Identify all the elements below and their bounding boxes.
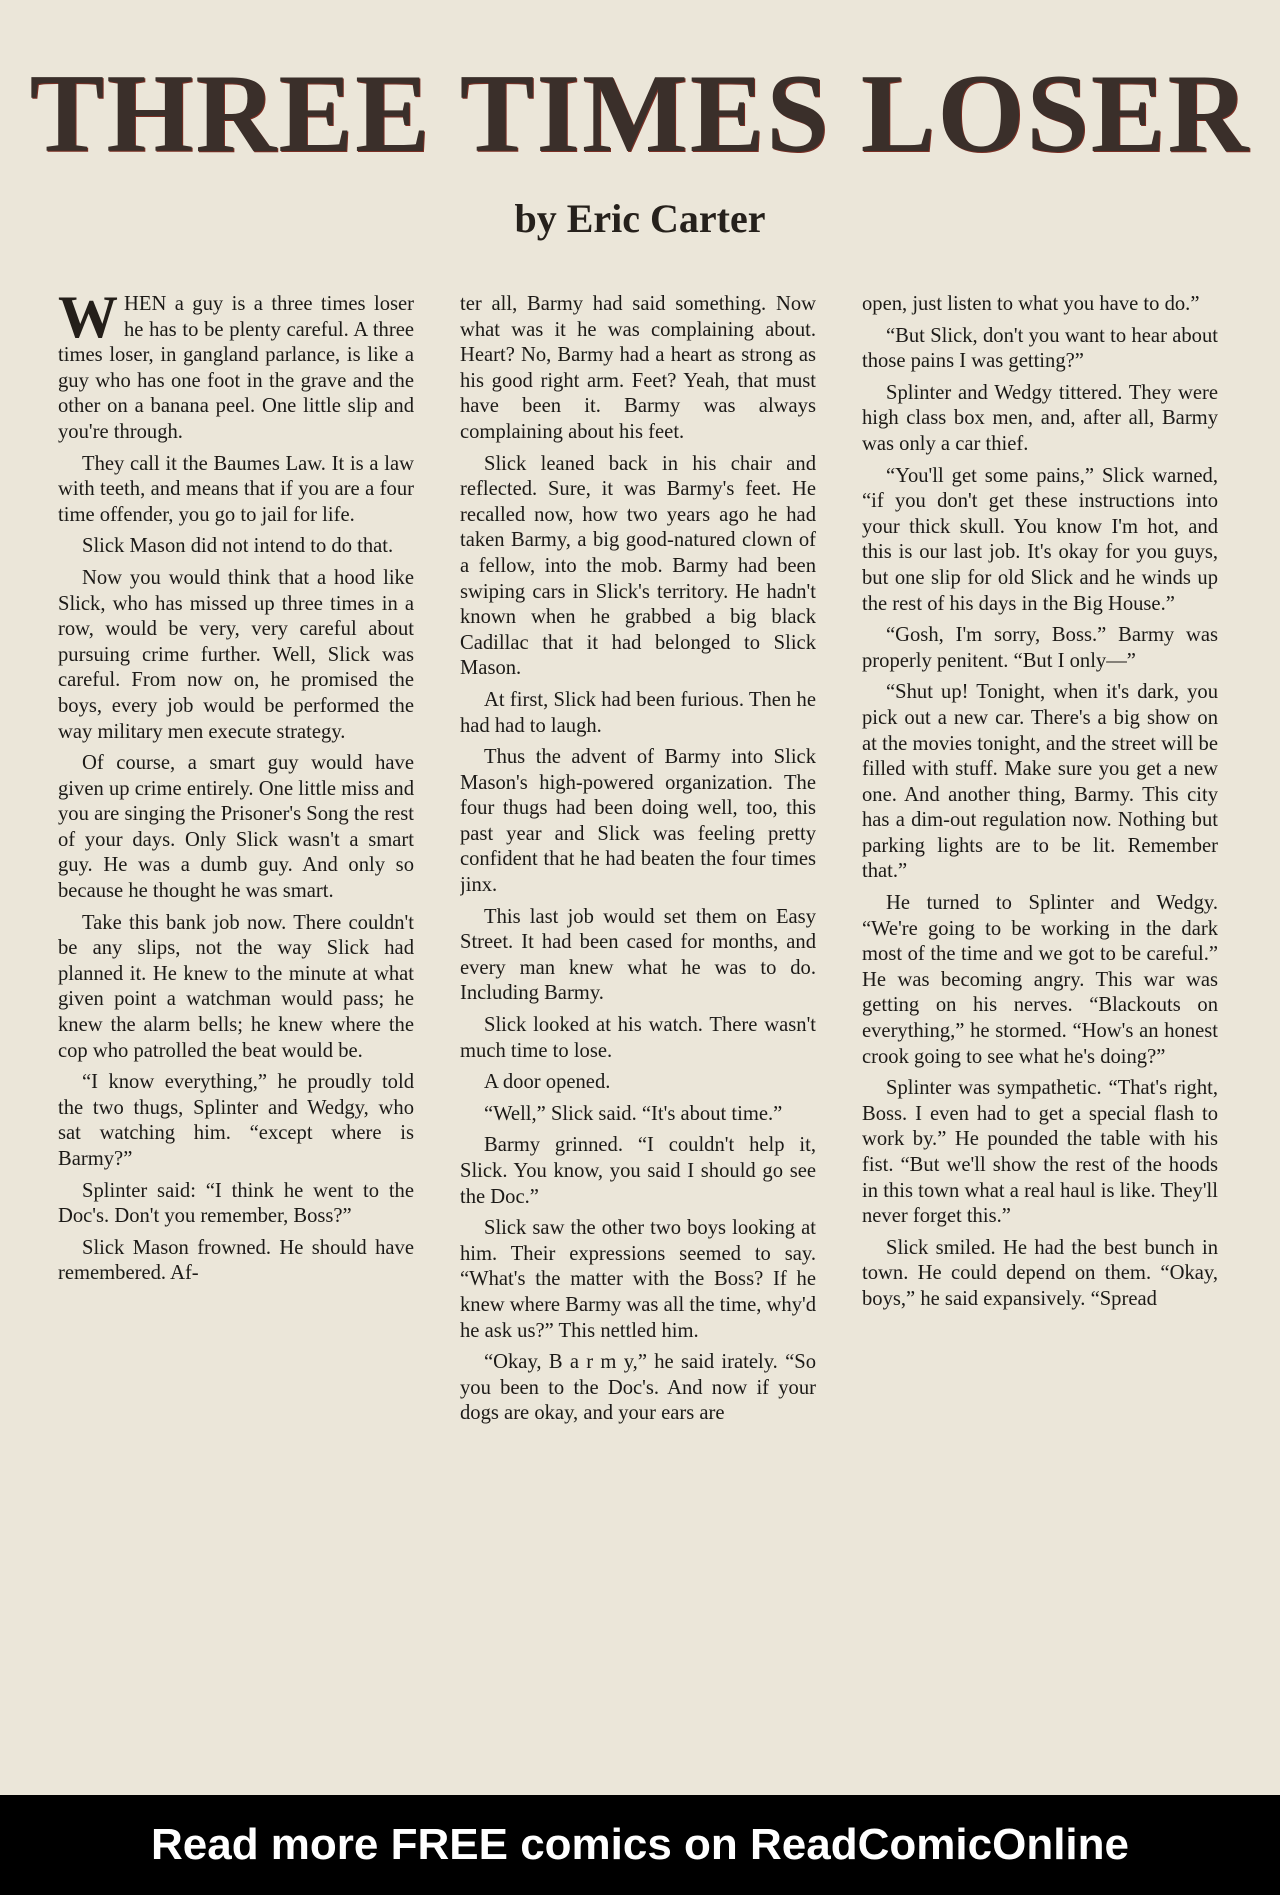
paragraph: “Shut up! Tonight, when it's dark, you pick out a new car. There's a big show on at the movies tonight, and the street will be filled with stuff. Make sure you get a new one. And another thing, Barmy. This city has a dim-out regulation now. Nothing but parking lights are to be lit. Remember that.” [862, 681, 1218, 883]
story-title: THREE TIMES LOSER [29, 52, 1251, 176]
drop-cap: W [58, 292, 118, 350]
promo-banner[interactable] [0, 1795, 1280, 1895]
column-2 [460, 292, 816, 1762]
column-3 [862, 292, 1218, 1762]
paragraph: “I know everything,” he proudly told the two thugs, Splinter and Wedgy, who sat watching him. “except where is Barmy?” [58, 1071, 414, 1170]
paragraph: WHEN a guy is a three times loser he has to be plenty careful. A three times loser, in gangland parlance, is like a guy who has one foot in the grave and the other on a banana peel. One little slip and you're through. [58, 292, 414, 443]
paragraph: Splinter was sympathetic. “That's right, Boss. I even had to get a special flash to work by.” He pounded the table with his fist. “But we'll show the rest of the hoods in this town what a real haul is like. They'll never forget this.” [862, 1077, 1218, 1228]
paragraph: This last job would set them on Easy Street. It had been cased for months, and every man knew what he was to do. Including Barmy. [460, 905, 816, 1005]
paragraph: Thus the advent of Barmy into Slick Mason's high-powered organization. The four thugs had been doing well, too, this past year and Slick was feeling pretty confident that he had beaten the four times jinx. [460, 746, 816, 897]
paragraph: “Gosh, I'm sorry, Boss.” Barmy was properly penitent. “But I only—” [862, 624, 1218, 672]
paragraph: ter all, Barmy had said something. Now what was it he was complaining about. Heart? No, Barmy had a heart as strong as his good right arm. Feet? Yeah, that must have been it. Barmy was always complaining about his feet. [460, 293, 816, 443]
paragraph: Of course, a smart guy would have given up crime entirely. One little miss and you are singing the Prisoner's Song the rest of your days. Only Slick wasn't a smart guy. He was a dumb guy. And only so because he thought he was smart. [58, 752, 414, 903]
paragraph: Slick Mason frowned. He should have remembered. Af- [58, 1236, 414, 1285]
paragraph: Slick smiled. He had the best bunch in town. He could depend on them. “Okay, boys,” he said expansively. “Spread [862, 1236, 1218, 1310]
paragraph: open, just listen to what you have to do.” [862, 293, 1200, 315]
paragraph: He turned to Splinter and Wedgy. “We're going to be working in the dark most of the time and we got to be careful.” He was becoming angry. This war was getting on his nerves. “Blackouts on everything,” he stormed. “How's an honest crook going to see what he's doing?” [862, 892, 1218, 1068]
promo-banner-text[interactable]: Read more FREE comics on ReadComicOnline [150, 1820, 1129, 1869]
paragraph: Splinter and Wedgy tittered. They were high class box men, and, after all, Barmy was only a car thief. [862, 381, 1218, 455]
paragraph: Splinter said: “I think he went to the Doc's. Don't you remember, Boss?” [58, 1179, 414, 1228]
paragraph: Slick leaned back in his chair and reflected. Sure, it was Barmy's feet. He recalled now, how two years ago he had taken Barmy, a big good-natured clown of a fellow, into the mob. Barmy had been swiping cars in Slick's territory. He hadn't known when he grabbed a big black Cadillac that it had belonged to Slick Mason. [460, 452, 816, 680]
story-byline: by Eric Carter [514, 196, 766, 241]
paragraph: “You'll get some pains,” Slick warned, “if you don't get these instructions into your thick skull. You know I'm hot, and this is our last job. It's okay for you guys, but one slip for old Slick and he winds up the rest of his days in the Big House.” [862, 464, 1218, 615]
paragraph: Take this bank job now. There couldn't be any slips, not the way Slick had planned it. He knew to the minute at what given point a watchman would pass; he knew the alarm bells; he knew where the cop who patrolled the beat would be. [58, 911, 414, 1062]
paragraph: At first, Slick had been furious. Then he had had to laugh. [460, 688, 816, 737]
paragraph: Now you would think that a hood like Slick, who has missed up three times in a row, would be very, very careful about pursuing crime further. Well, Slick was careful. From now on, he promised the boys, every job would be performed the way military men execute strategy. [58, 566, 414, 743]
paragraph: “Okay, B a r m y,” he said irately. “So you been to the Doc's. And now if your dogs are okay, and your ears are [460, 1351, 816, 1425]
article-columns [58, 292, 1218, 1762]
paragraph: “But Slick, don't you want to hear about those pains I was getting?” [862, 324, 1218, 373]
paragraph: They call it the Baumes Law. It is a law with teeth, and means that if you are a four time offender, you go to jail for life. [58, 452, 414, 526]
column-1 [58, 292, 414, 1762]
paragraph: Barmy grinned. “I couldn't help it, Slick. You know, you said I should go see the Doc.” [460, 1134, 816, 1208]
paragraph: “Well,” Slick said. “It's about time.” [484, 1102, 783, 1125]
paragraph: Slick Mason did not intend to do that. [82, 535, 394, 558]
paragraph: Slick saw the other two boys looking at him. Their expressions seemed to say. “What's the matter with the Boss? If he knew where Barmy was all the time, why'd he ask us?” This nettled him. [460, 1217, 816, 1342]
paragraph: Slick looked at his watch. There wasn't much time to lose. [460, 1014, 816, 1062]
paragraph: A door opened. [484, 1071, 611, 1094]
